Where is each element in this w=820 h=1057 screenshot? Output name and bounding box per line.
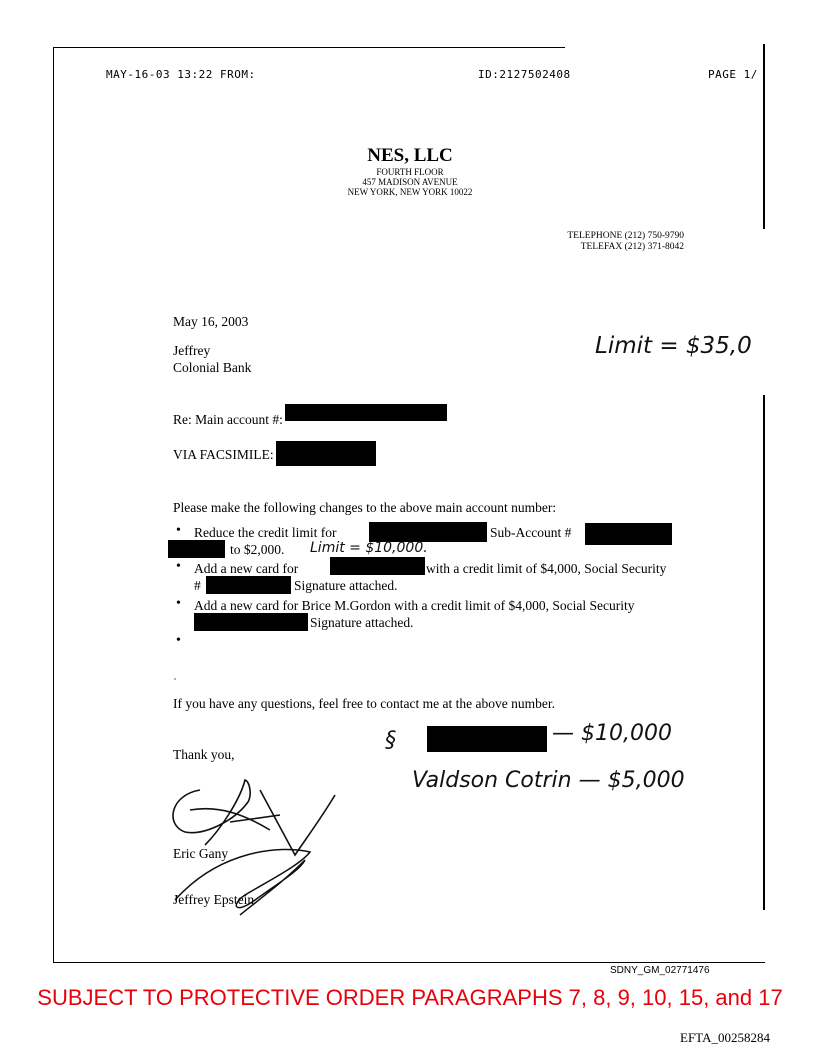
stray-mark: [174, 678, 176, 680]
bullet-2-text-a: Add a new card for: [194, 561, 299, 576]
handwritten-section-mark: §: [385, 728, 396, 753]
page-border-left: [53, 47, 54, 963]
telefax: TELEFAX (212) 371-8042: [580, 242, 684, 252]
handwritten-inline-limit: Limit = $10,000.: [310, 540, 428, 556]
bullet-4: •: [176, 633, 181, 648]
redaction-account: [285, 404, 447, 421]
bullet-3-text-a: Add a new card for Brice M.Gordon with a credit limit of $4,000, Social Security: [194, 598, 635, 613]
signer-1-name: Eric Gany: [173, 846, 229, 861]
redaction-fax: [276, 441, 376, 466]
intro-text: Please make the following changes to the above main account number:: [173, 500, 557, 515]
handwritten-amount-1: — $10,000: [552, 721, 672, 746]
efta-number: EFTA_00258284: [680, 1030, 770, 1045]
bullet-1-text-c: to $2,000.: [230, 542, 285, 557]
protective-order-notice: SUBJECT TO PROTECTIVE ORDER PARAGRAPHS 7, 8, 9, 10, 15, and 17: [37, 985, 783, 1010]
address-floor: FOURTH FLOOR: [376, 167, 444, 177]
bates-number: SDNY_GM_02771476: [610, 965, 710, 976]
bullet-1-text-a: Reduce the credit limit for: [194, 525, 337, 540]
page-border-top: [53, 47, 565, 48]
page-border-bottom: [53, 962, 765, 963]
bullet-1-text-b: Sub-Account #: [490, 525, 572, 540]
company-name: NES, LLC: [367, 145, 453, 166]
page-border-right-lower: [763, 395, 765, 910]
signer-2-name: Jeffrey Epstein: [173, 892, 255, 907]
recipient-org: Colonial Bank: [173, 360, 252, 375]
redaction-name-1: [369, 522, 487, 542]
recipient-name: Jeffrey: [173, 343, 211, 358]
redaction-ssn-1: [206, 576, 291, 594]
closing-text: Thank you,: [173, 747, 235, 762]
signature-jeffrey-epstein: [160, 840, 360, 925]
redaction-ssn-2: [194, 613, 308, 631]
bullet-2-text-c: #: [194, 578, 201, 593]
bullet-3: •: [176, 596, 181, 611]
re-label: Re: Main account #:: [173, 412, 283, 427]
telephone: TELEPHONE (212) 750-9790: [567, 231, 684, 241]
bullet-2: •: [176, 559, 181, 574]
redaction-subaccount: [585, 523, 672, 545]
redaction-subaccount-cont: [168, 540, 225, 558]
bullet-2-text-b: with a credit limit of $4,000, Social Security: [426, 561, 667, 576]
redaction-payee: [427, 726, 547, 752]
fax-page: PAGE 1/: [708, 68, 758, 81]
questions-text: If you have any questions, feel free to contact me at the above number.: [173, 696, 555, 711]
redaction-name-2: [330, 557, 425, 575]
handwritten-payee-2: Valdson Cotrin — $5,000: [412, 768, 685, 793]
page-border-right: [763, 44, 765, 229]
handwritten-limit: Limit = $35,0: [595, 333, 752, 359]
bullet-2-text-d: Signature attached.: [294, 578, 398, 593]
fax-timestamp: MAY-16-03 13:22 FROM:: [106, 68, 256, 81]
address-city: NEW YORK, NEW YORK 10022: [347, 187, 473, 197]
fax-id: ID:2127502408: [478, 68, 571, 81]
bullet-1: •: [176, 523, 181, 538]
bullet-3-text-b: Signature attached.: [310, 615, 414, 630]
address-street: 457 MADISON AVENUE: [362, 177, 458, 187]
via-label: VIA FACSIMILE:: [173, 447, 274, 462]
letter-date: May 16, 2003: [173, 314, 249, 329]
